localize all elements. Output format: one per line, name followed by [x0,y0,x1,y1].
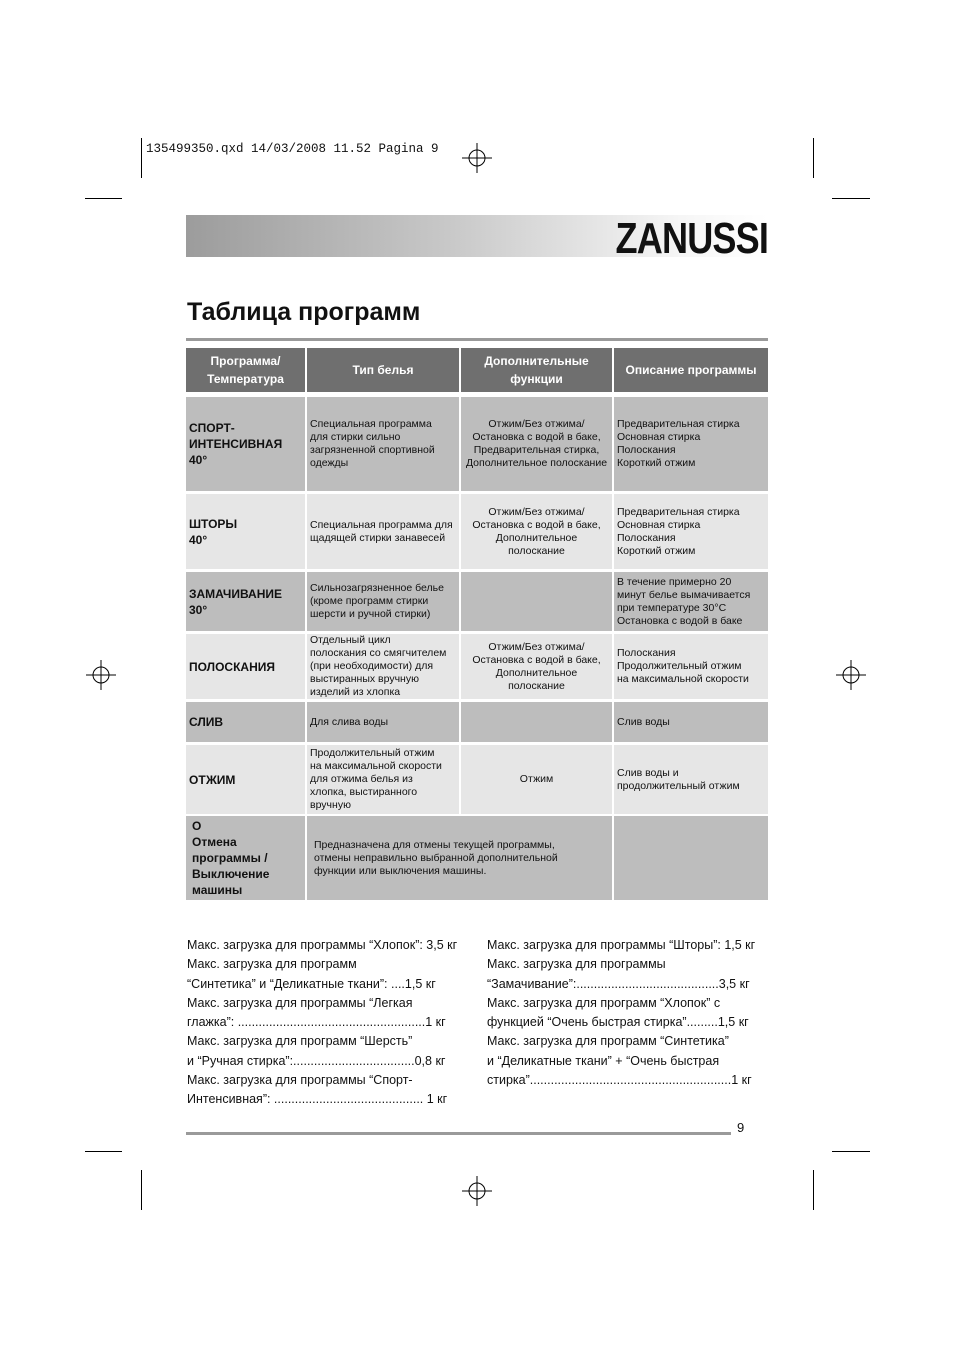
options-text: Отжим [519,773,554,785]
crop-mark [832,1151,870,1152]
description-cell [614,397,768,491]
load-note-line: и “Деликатные ткани” + “Очень быстрая [487,1053,720,1068]
type-text: Специальная программа для стирки сильно загрязненной спортивной одежды [310,418,435,469]
load-note-line: Интенсивная”: ........................................... 1 кг [187,1092,448,1107]
load-note-line: и “Ручная стирка”:...................................0,8 кг [187,1053,446,1068]
options-text: Отжим/Без отжима/ Остановка с водой в баке, Дополнительное полоскание [472,505,601,557]
registration-mark-icon [462,1176,492,1206]
program-text: ШТОРЫ 40° [189,516,238,547]
registration-mark-icon [462,143,492,173]
crop-mark [832,198,870,199]
column-header: Тип белья [307,348,459,392]
load-note-line: Макс. загрузка для программ “Хлопок” с [487,995,721,1010]
program-cell [186,816,305,900]
column-header: Программа/ Температура [186,348,305,392]
type-text: Для слива воды [310,715,389,728]
load-note-line: Макс. загрузка для программы “Легкая [187,995,413,1010]
description-cell [614,702,768,742]
type-cell [307,572,459,631]
type-cell [307,702,459,742]
description-text: Предварительная стирка Основная стирка Полоскания Короткий отжим [617,505,740,557]
description-text: Слив воды [617,715,670,728]
load-note-line: функцией “Очень быстрая стирка”.........1,5 кг [487,1015,749,1030]
options-cell [461,702,612,742]
type-text: Продолжительный отжим на максимальной скорости для отжима белья из хлопка, выстиранного вручную [310,747,442,811]
options-cell [461,397,612,491]
program-text: СЛИВ [189,715,224,729]
load-notes-right [487,936,767,1090]
type-cell [307,816,612,900]
load-note-line: глажка”: ......................................................1 кг [187,1015,446,1030]
registration-mark-icon [836,660,866,690]
load-note-line: “Замачивание”:.........................................3,5 кг [487,976,750,991]
program-text: СПОРТ- ИНТЕНСИВНАЯ 40° [189,421,283,467]
description-cell [614,816,768,900]
options-cell [461,494,612,569]
registration-mark-icon [86,660,116,690]
options-cell [461,634,612,699]
type-cell [307,634,459,699]
options-cell [461,745,612,814]
crop-mark [141,138,142,178]
program-text: ЗАМАЧИВАНИЕ 30° [189,586,283,617]
load-note-line: Макс. загрузка для программы [487,957,666,972]
description-cell [614,494,768,569]
load-note-line: стирка”..........................................................1 кг [487,1073,752,1088]
load-note-line: “Синтетика” и “Деликатные ткани”: ....1,5 кг [187,976,436,991]
program-cell [186,745,305,814]
type-cell [307,397,459,491]
load-note-line: Макс. загрузка для программ [187,957,357,972]
crop-mark [85,198,122,199]
program-text: ОТЖИМ [189,772,236,787]
crop-mark [813,1170,814,1210]
crop-mark [85,1151,122,1152]
type-text: Специальная программа для щадящей стирки занавесей [310,518,453,544]
page-number: 9 [737,1120,745,1135]
options-text: Отжим/Без отжима/ Остановка с водой в баке, Предварительная стирка, Дополнительное полоскание [465,418,608,469]
description-text: Предварительная стирка Основная стирка Полоскания Короткий отжим [617,418,740,469]
program-text: O Отмена программы / Выключение машины [192,819,270,897]
print-slug: 135499350.qxd 14/03/2008 11.52 Pagina 9 [146,142,439,156]
load-note-line: Макс. загрузка для программы “Хлопок”: 3,5 кг [187,938,458,952]
program-cell [186,397,305,491]
load-note-line: Макс. загрузка для программы “Шторы”: 1,5 кг [487,938,756,952]
zanussi-logo: ZANUSSI [615,214,768,263]
page-title: Таблица программ [187,298,421,326]
crop-mark [141,1170,142,1210]
column-header: Описание программы [614,348,768,392]
crop-mark [813,138,814,178]
description-text: Полоскания Продолжительный отжим на максимальной скорости [617,647,749,685]
load-note-line: Макс. загрузка для программ “Шерсть” [187,1034,413,1049]
program-cell [186,494,305,569]
load-note-line: Макс. загрузка для программ “Синтетика” [487,1034,729,1049]
description-cell [614,745,768,814]
description-cell [614,572,768,631]
type-cell [307,745,459,814]
options-cell [461,572,612,631]
description-cell [614,634,768,699]
program-text: ПОЛОСКАНИЯ [189,659,275,674]
type-text: Предназначена для отмены текущей программы, отмены неправильно выбранной дополнительной функции или выключения машины. [314,838,558,877]
description-text: Слив воды и продолжительный отжим [617,766,740,792]
type-text: Сильнозагрязненное белье (кроме программ стирки шерсти и ручной стирки) [310,582,444,620]
type-cell [307,494,459,569]
load-notes-left [187,936,467,1110]
program-cell [186,634,305,699]
program-cell [186,702,305,742]
column-header: Дополнительные функции [461,348,612,392]
options-text: Отжим/Без отжима/ Остановка с водой в баке, Дополнительное полоскание [472,640,601,692]
program-cell [186,572,305,631]
description-text: В течение примерно 20 минут белье вымачивается при температуре 30°C Остановка с водой в баке [617,575,751,627]
load-note-line: Макс. загрузка для программы “Спорт- [187,1073,413,1088]
title-divider [186,338,768,341]
type-text: Отдельный цикл полоскания со смягчителем (при необходимости) для выстиранных вручную изделий из хлопка [310,634,447,698]
footer-divider [186,1132,731,1135]
